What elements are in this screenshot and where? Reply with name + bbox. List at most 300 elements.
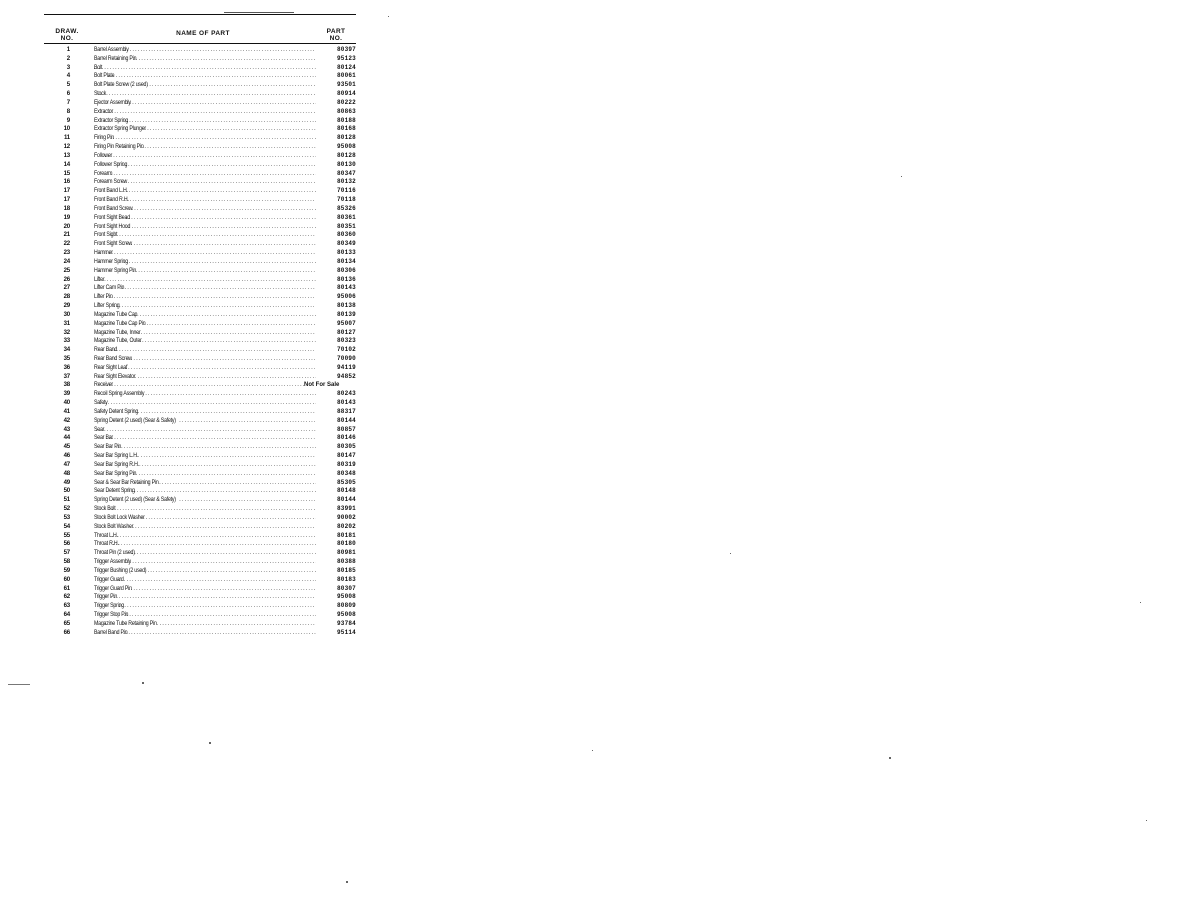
dot-leader <box>111 231 316 240</box>
table-row <box>44 187 356 196</box>
dot-leader <box>96 276 316 285</box>
part-name: Lifter Cam Pin <box>94 284 125 292</box>
scan-speck <box>346 881 348 883</box>
part-number: 80243 <box>336 390 356 398</box>
part-name-cell <box>94 55 316 64</box>
part-number: 80143 <box>336 284 356 292</box>
part-number: 70102 <box>336 346 356 354</box>
drawing-number: 38 <box>63 381 70 389</box>
table-row <box>44 81 356 90</box>
part-name: Magazine Tube Cap <box>94 310 138 318</box>
part-name-cell <box>94 585 316 594</box>
drawing-number: 9 <box>66 116 70 124</box>
dot-leader <box>133 470 316 479</box>
table-row <box>44 532 356 541</box>
part-name-cell <box>94 426 316 435</box>
drawing-number: 43 <box>63 425 70 433</box>
dot-leader <box>142 143 316 152</box>
dot-leader <box>143 514 316 523</box>
part-name: Rear Band Screw <box>94 354 132 362</box>
table-row <box>44 117 356 126</box>
scan-speck <box>730 553 731 554</box>
part-number: 90002 <box>336 513 356 521</box>
table-row <box>44 302 356 311</box>
dot-leader <box>135 408 316 417</box>
part-name: Front Band L.H. <box>94 187 128 195</box>
table-row <box>44 72 356 81</box>
part-name-cell <box>94 214 316 223</box>
table-row <box>44 549 356 558</box>
part-name-cell <box>94 311 316 320</box>
part-name-cell <box>94 143 316 152</box>
part-name: Receiver <box>94 381 113 389</box>
dot-leader <box>107 134 316 143</box>
dot-leader <box>145 567 316 576</box>
drawing-number: 3 <box>66 63 70 71</box>
part-name-cell <box>94 558 316 567</box>
dot-leader <box>179 496 316 505</box>
part-name: Rear Sight Elevator <box>94 372 136 380</box>
dot-leader <box>124 611 316 620</box>
drawing-number: 64 <box>63 611 70 618</box>
part-name-cell <box>94 470 316 479</box>
dot-leader <box>111 593 316 602</box>
part-name: Sear Bar Pin <box>94 443 122 451</box>
dot-leader <box>143 390 316 399</box>
part-number: 95006 <box>336 293 356 301</box>
part-name: Magazine Tube Cap Pin <box>94 319 146 327</box>
part-name: Trigger Stop Pin <box>94 611 129 618</box>
dot-leader <box>106 434 316 443</box>
part-name-cell <box>94 72 316 81</box>
part-name: Extractor Spring Plunger <box>94 125 146 133</box>
dot-leader <box>119 602 316 611</box>
dot-leader <box>106 293 316 302</box>
part-name: Throat Pin (2 used) <box>94 549 135 557</box>
table-row <box>44 355 356 364</box>
part-number: 95007 <box>336 319 356 327</box>
dot-leader <box>118 576 316 585</box>
part-name-cell <box>94 178 316 187</box>
dot-leader <box>114 302 316 311</box>
part-name-cell <box>94 399 316 408</box>
part-name: Rear Band <box>94 346 118 354</box>
part-name: Recoil Spring Assembly <box>94 390 145 398</box>
drawing-number: 32 <box>63 328 70 336</box>
scan-speck <box>1140 602 1141 603</box>
table-row <box>44 496 356 505</box>
part-number: 80136 <box>336 275 356 283</box>
table-row <box>44 311 356 320</box>
part-name: Stock <box>94 90 107 98</box>
part-name: Spring Detent (2 used) (Sear & Safety) <box>94 416 176 424</box>
drawing-number: 23 <box>63 249 70 257</box>
part-number: 93784 <box>336 619 356 627</box>
part-number: 80133 <box>336 249 356 257</box>
dot-leader <box>94 64 316 73</box>
table-top-rule <box>44 14 356 15</box>
dot-leader <box>96 426 316 435</box>
dot-leader <box>128 585 316 594</box>
dot-leader <box>136 461 316 470</box>
part-number: 80124 <box>336 63 356 71</box>
table-row <box>44 55 356 64</box>
part-name-cell <box>94 443 316 452</box>
drawing-number: 47 <box>63 460 70 468</box>
dot-leader <box>159 479 316 488</box>
part-name-cell <box>94 284 316 293</box>
part-number: 80146 <box>336 434 356 442</box>
part-number: 80148 <box>336 487 356 495</box>
part-name: Front Sight Screw <box>94 240 133 248</box>
drawing-number: 29 <box>63 302 70 310</box>
table-row <box>44 170 356 179</box>
dot-leader <box>126 214 316 223</box>
table-row <box>44 178 356 187</box>
part-number: 80130 <box>336 160 356 168</box>
scan-speck <box>592 750 593 751</box>
drawing-number: 39 <box>63 390 70 398</box>
drawing-number: 42 <box>63 416 70 424</box>
dot-leader <box>112 532 316 541</box>
part-number: 95008 <box>336 593 356 601</box>
drawing-number: 5 <box>66 81 70 89</box>
drawing-number: 10 <box>63 125 70 133</box>
dot-leader <box>105 170 316 179</box>
drawing-number: 52 <box>63 505 70 513</box>
dot-leader <box>113 540 316 549</box>
part-number: 80222 <box>336 98 356 106</box>
part-number: 95123 <box>336 54 356 62</box>
table-row <box>44 558 356 567</box>
dot-leader <box>119 284 316 293</box>
part-number: 95008 <box>336 611 356 618</box>
part-number: 70090 <box>336 354 356 362</box>
table-row <box>44 479 356 488</box>
part-number: 95114 <box>336 628 356 636</box>
part-name: Magazine Tube Retaining Pin <box>94 619 157 627</box>
part-name: Forearm Screw <box>94 178 128 186</box>
drawing-number: 15 <box>63 169 70 177</box>
table-header <box>44 18 356 44</box>
table-row <box>44 64 356 73</box>
part-name: Trigger Assembly <box>94 558 131 566</box>
part-name-cell <box>94 108 316 117</box>
part-name: Safety <box>94 399 108 407</box>
part-number: 80809 <box>336 602 356 610</box>
part-name: Throat L.H. <box>94 531 118 539</box>
part-name: Front Band Screw <box>94 204 133 212</box>
part-name: Extractor Spring <box>94 116 129 124</box>
part-name: Sear Bar <box>94 434 113 442</box>
part-number: 80180 <box>336 540 356 548</box>
dot-leader <box>123 364 316 373</box>
part-number: 83991 <box>336 505 356 513</box>
table-row <box>44 593 356 602</box>
drawing-number: 33 <box>63 337 70 345</box>
dot-leader <box>124 117 316 126</box>
scan-speck <box>1146 820 1147 821</box>
part-name-cell <box>94 434 316 443</box>
part-name: Bolt Plate Screw (2 used) <box>94 81 148 89</box>
scan-speck <box>209 742 211 744</box>
table-row <box>44 585 356 594</box>
part-number: 80181 <box>336 531 356 539</box>
part-number: 80349 <box>336 240 356 248</box>
drawing-number: 62 <box>63 593 70 601</box>
dot-leader <box>123 629 316 638</box>
dot-leader <box>106 108 316 117</box>
scan-speck <box>889 757 891 759</box>
table-row <box>44 381 356 390</box>
table-row <box>44 293 356 302</box>
header-drawing-no: DRAW. NO. <box>55 28 79 42</box>
table-row <box>44 276 356 285</box>
drawing-number: 16 <box>63 178 70 186</box>
part-name: Ejector Assembly <box>94 98 131 106</box>
drawing-number: 17 <box>63 187 70 195</box>
header-part-no: PART NO. <box>326 28 346 42</box>
part-name: Bolt <box>94 63 103 71</box>
dot-leader <box>105 152 316 161</box>
part-name-cell <box>94 64 316 73</box>
part-number: 80981 <box>336 549 356 557</box>
table-row <box>44 540 356 549</box>
drawing-number: 53 <box>63 513 70 521</box>
part-name-cell <box>94 152 316 161</box>
table-row <box>44 443 356 452</box>
part-name-cell <box>94 302 316 311</box>
drawing-number: 18 <box>63 204 70 212</box>
table-row <box>44 240 356 249</box>
dot-leader <box>123 187 316 196</box>
table-row <box>44 576 356 585</box>
table-row <box>44 99 356 108</box>
table-row <box>44 470 356 479</box>
part-name-cell <box>94 267 316 276</box>
part-number: 80863 <box>336 107 356 115</box>
table-row <box>44 205 356 214</box>
dot-leader <box>109 505 316 514</box>
drawing-number: 17 <box>63 196 70 204</box>
table-row <box>44 505 356 514</box>
part-number: 80307 <box>336 584 356 592</box>
part-name: Stock Bolt Washer <box>94 522 134 530</box>
part-number: 80138 <box>336 302 356 310</box>
drawing-number: 34 <box>63 346 70 354</box>
drawing-number: 6 <box>66 90 70 98</box>
part-name-cell <box>94 487 316 496</box>
scan-speck <box>388 16 389 17</box>
drawing-number: 20 <box>63 222 70 230</box>
part-name: Follower <box>94 151 113 159</box>
dot-leader <box>127 558 316 567</box>
part-number: 80857 <box>336 425 356 433</box>
part-name-cell <box>94 381 304 390</box>
part-name-cell <box>94 611 316 620</box>
part-name-cell <box>94 187 316 196</box>
part-name-cell <box>94 479 316 488</box>
part-number: 80361 <box>336 213 356 221</box>
part-number: 80144 <box>336 416 356 424</box>
part-number: 80128 <box>336 151 356 159</box>
drawing-number: 46 <box>63 452 70 460</box>
drawing-number: 22 <box>63 240 70 248</box>
table-row <box>44 46 356 55</box>
dot-leader <box>130 523 316 532</box>
table-row <box>44 90 356 99</box>
part-name-cell <box>94 532 316 541</box>
part-number: 80397 <box>336 46 356 53</box>
dot-leader <box>133 267 316 276</box>
part-name: Safety Detent Spring <box>94 407 139 415</box>
scan-speck <box>142 682 144 684</box>
drawing-number: 7 <box>66 98 70 106</box>
part-number: 80139 <box>336 310 356 318</box>
part-number: 80147 <box>336 452 356 460</box>
drawing-number: 40 <box>63 399 70 407</box>
part-name-cell <box>94 417 316 426</box>
dot-leader <box>144 320 316 329</box>
table-row <box>44 134 356 143</box>
dot-leader <box>128 355 316 364</box>
dot-leader <box>179 417 316 426</box>
drawing-number: 8 <box>66 107 70 115</box>
part-number: 80127 <box>336 328 356 336</box>
part-number: 93501 <box>336 81 356 89</box>
table-row <box>44 161 356 170</box>
table-row <box>44 337 356 346</box>
part-name-cell <box>94 231 316 240</box>
drawing-number: 41 <box>63 407 70 415</box>
drawing-number: 45 <box>63 443 70 451</box>
part-number: 80143 <box>336 399 356 407</box>
table-row <box>44 523 356 532</box>
part-name: Lifter Pin <box>94 293 113 301</box>
part-name: Magazine Tube, Outer <box>94 337 142 345</box>
drawing-number: 19 <box>63 213 70 221</box>
part-name-cell <box>94 337 316 346</box>
part-name-cell <box>94 408 316 417</box>
drawing-number: 54 <box>63 522 70 530</box>
part-name-cell <box>94 329 316 338</box>
part-name: Front Sight Hood <box>94 222 131 230</box>
dot-leader <box>135 452 316 461</box>
part-name-cell <box>94 293 316 302</box>
part-name: Forearm <box>94 169 113 177</box>
part-name: Front Sight <box>94 231 118 239</box>
table-row <box>44 426 356 435</box>
part-number: 70118 <box>336 196 356 204</box>
drawing-number: 11 <box>63 134 70 142</box>
part-name: Follower Spring <box>94 160 128 168</box>
part-name: Spring Detent (2 used) (Sear & Safety) <box>94 496 176 504</box>
part-name: Trigger Bushing (2 used) <box>94 566 147 574</box>
dot-leader <box>133 55 316 64</box>
part-name-cell <box>94 505 316 514</box>
table-row <box>44 408 356 417</box>
table-row <box>44 267 356 276</box>
table-row <box>44 231 356 240</box>
table-row <box>44 329 356 338</box>
part-name-cell <box>94 320 316 329</box>
dot-leader <box>129 205 316 214</box>
header-name-of-part: NAME OF PART <box>176 30 230 37</box>
table-row <box>44 152 356 161</box>
dot-leader <box>123 258 316 267</box>
part-name-cell <box>94 134 316 143</box>
part-name: Sear Bar Spring L.H. <box>94 452 139 460</box>
drawing-number: 1 <box>66 46 70 53</box>
table-row <box>44 487 356 496</box>
part-number: 80202 <box>336 522 356 530</box>
part-name-cell <box>94 602 316 611</box>
table-row <box>44 567 356 576</box>
part-name-cell <box>94 276 316 285</box>
scan-speck <box>901 176 902 177</box>
drawing-number: 57 <box>63 549 70 557</box>
dot-leader <box>139 337 316 346</box>
part-number: 80144 <box>336 496 356 504</box>
dot-leader <box>128 240 316 249</box>
part-number: 80348 <box>336 469 356 477</box>
part-name-cell <box>94 125 316 134</box>
part-name-cell <box>94 461 316 470</box>
part-name-cell <box>94 629 316 638</box>
drawing-number: 56 <box>63 540 70 548</box>
table-row <box>44 611 356 620</box>
part-name-cell <box>94 117 316 126</box>
part-number: 80128 <box>336 134 356 142</box>
dot-leader <box>98 90 316 99</box>
drawing-number: 24 <box>63 257 70 265</box>
dot-leader <box>147 81 316 90</box>
table-row <box>44 390 356 399</box>
table-row <box>44 258 356 267</box>
dot-leader <box>127 99 316 108</box>
table-row <box>44 514 356 523</box>
not-for-sale-note: Not For Sale <box>304 382 340 389</box>
part-name-cell <box>94 223 316 232</box>
part-name: Hammer Spring <box>94 257 128 265</box>
part-name: Hammer Spring Pin <box>94 266 137 274</box>
dot-leader <box>124 196 316 205</box>
part-name: Stock Bolt Lock Washer <box>94 513 145 521</box>
part-name-cell <box>94 46 316 55</box>
drawing-number: 35 <box>63 354 70 362</box>
drawing-number: 55 <box>63 531 70 539</box>
table-row <box>44 196 356 205</box>
part-name-cell <box>94 593 316 602</box>
part-name: Trigger Spring <box>94 602 125 610</box>
part-number: 80305 <box>336 443 356 451</box>
drawing-number: 36 <box>63 363 70 371</box>
dot-leader <box>131 549 316 558</box>
drawing-number: 30 <box>63 310 70 318</box>
table-row <box>44 399 356 408</box>
part-name-cell <box>94 452 316 461</box>
part-number: 70116 <box>336 187 356 195</box>
dot-leader <box>106 381 304 390</box>
part-number: 80306 <box>336 266 356 274</box>
part-name: Sear & Sear Bar Retaining Pin <box>94 478 159 486</box>
part-name: Firing Pin <box>94 134 114 142</box>
part-number: 94852 <box>336 372 356 380</box>
drawing-number: 13 <box>63 151 70 159</box>
dot-leader <box>157 620 316 629</box>
drawing-number: 2 <box>66 54 70 62</box>
part-name: Hammer <box>94 249 113 257</box>
